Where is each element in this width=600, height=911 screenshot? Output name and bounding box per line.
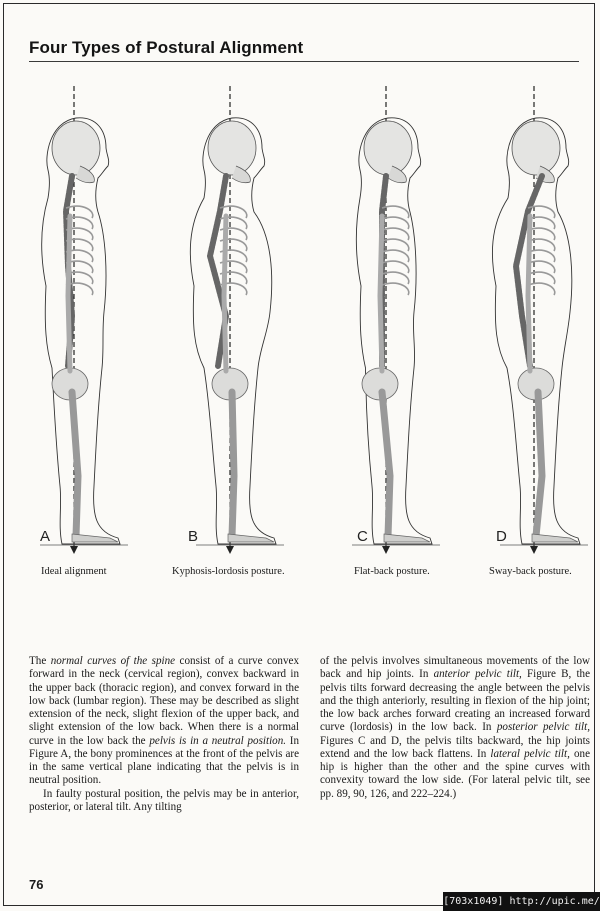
leg-bones — [382, 392, 390, 536]
figure-c-letter: C — [357, 528, 368, 545]
body-paragraph: In faulty postural position, the pelvis may be in anterior, posterior, or lateral tilt. Any tilting — [29, 787, 299, 813]
leg-bones — [536, 392, 542, 536]
figure-b-letter: B — [188, 528, 199, 545]
figure-d-illustration — [470, 86, 600, 566]
figure-d-letter: D — [496, 528, 507, 545]
figure-a-illustration — [10, 86, 144, 566]
page-number: 76 — [29, 877, 44, 892]
body-paragraph: The normal curves of the spine consist of a curve convex forward in the neck (cervical region), convex backward in the upper back (thoracic region), and convex forward in the low back (lumbar region). These may be described as slight extension of the neck, slight flexion of the upper back, and slight extension of the low back. When there is a normal curve in the low back the pelvis is in a neutral position. In Figure A, the bony prominences at the front of the pelvis are in the same vertical plane indicating that the pelvis is in neutral position. — [29, 655, 300, 787]
skull — [208, 121, 256, 175]
arm-bones — [380, 216, 382, 371]
figure-d-caption: Sway-back posture. — [489, 566, 572, 577]
body-column-left — [29, 655, 299, 814]
figure-b-caption: Kyphosis-lordosis posture. — [172, 566, 285, 577]
figure-c-illustration — [322, 86, 456, 566]
page-title: Four Types of Postural Alignment — [29, 38, 304, 57]
figure-a-letter: A — [40, 528, 51, 545]
skull — [512, 121, 560, 175]
arm-bones — [68, 216, 70, 371]
plumb-arrow — [382, 546, 390, 554]
skull — [364, 121, 412, 175]
arm-bones — [224, 216, 226, 371]
body-paragraph: of the pelvis involves simultaneous movements of the low back and hip joints. In anterior pelvic tilt, Figure B, the pelvis tilts forward decreasing the angle between the pelvis and the thigh anteriorly, resulting in flexion of the hip joint; the low back arches forward creating an increased forward curve (lordosis) in the low back. In posterior pelvic tilt, Figures C and D, the pelvis tilts backward, the hip joints extend and the low back flattens. In lateral pelvic tilt, one hip is higher than the other and the spine curves with convexity toward the low side. (For lateral pelvic tilt, see pp. 89, 90, 126, and 222–224.) — [320, 655, 591, 800]
plumb-arrow — [226, 546, 234, 554]
figure-c-caption: Flat-back posture. — [354, 566, 430, 577]
body-outline — [492, 118, 580, 544]
figure-b-illustration — [166, 86, 300, 566]
rib — [528, 261, 555, 273]
title-rule — [29, 61, 579, 62]
plumb-arrow — [530, 546, 538, 554]
leg-bones — [72, 392, 78, 536]
arm-bones — [528, 216, 530, 371]
leg-bones — [232, 392, 234, 536]
body-column-right — [320, 655, 590, 801]
rib — [528, 283, 555, 295]
plumb-arrow — [70, 546, 78, 554]
rib — [528, 239, 555, 251]
rib — [528, 272, 555, 284]
watermark: [703x1049] http://upic.me/ — [443, 892, 600, 911]
figure-a-caption: Ideal alignment — [41, 566, 107, 577]
rib — [528, 250, 555, 262]
body-outline — [356, 118, 432, 544]
skull — [52, 121, 100, 175]
